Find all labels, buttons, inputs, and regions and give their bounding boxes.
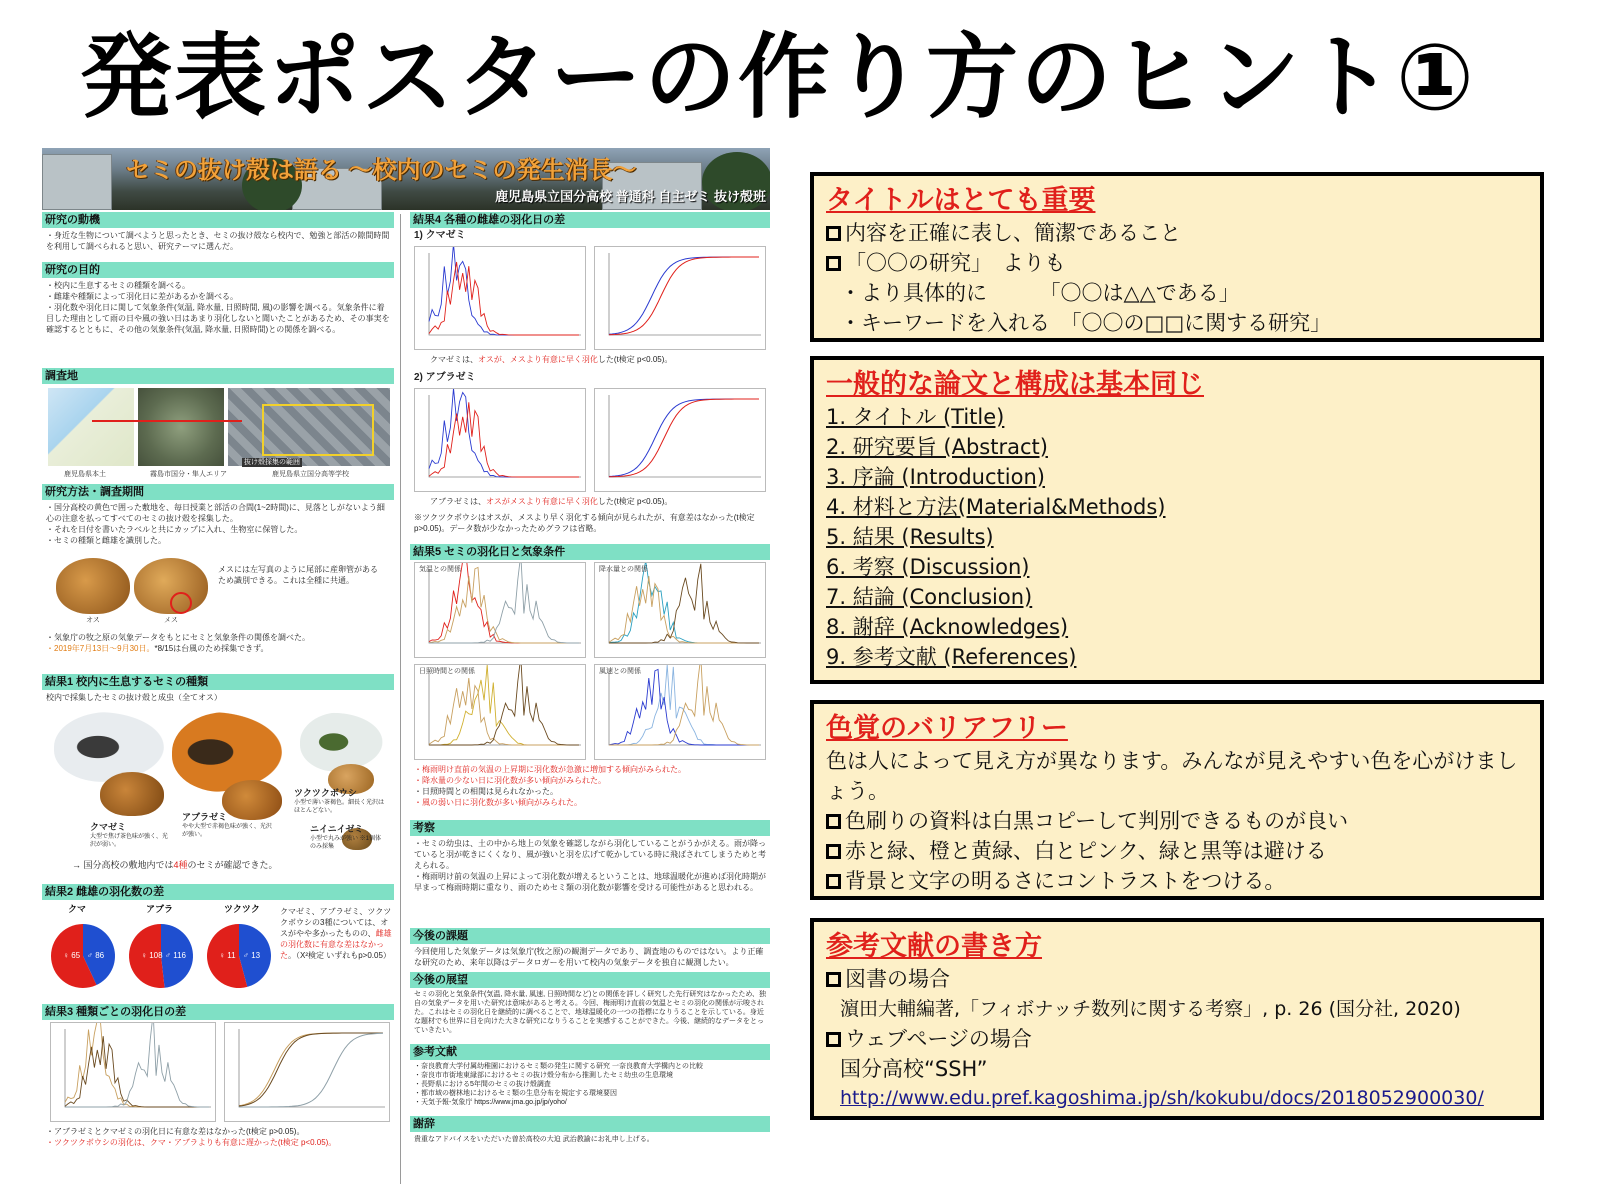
discussion-text: ・セミの幼虫は、土の中から地上の気象を確認しながら羽化していることがうかがえる。雨が降っていると羽が乾きにくくなり、風が強いと羽を広げて乾かしている時に飛ばされてしまうためと考えられる。 ・梅雨明け前の気温の上昇によって羽化数が増えるということは、地球温暖化が進めば羽化時期が早まって梅雨時期に重なり、雨のためセミ類の羽化数が影響を受ける可能性があると思われる。 [414, 839, 766, 892]
poster-heading-purpose: 研究の目的 [42, 262, 394, 278]
pie-chart-2 [124, 902, 198, 998]
poster-weather-note: ・気象庁の牧之原の気象データをもとにセミと気象条件の関係を調べた。 ・2019年7月13日～9月30日。*8/15は台風のため採集できず。 [46, 633, 310, 653]
chart-series-line [609, 399, 759, 477]
sex-ratio-pie-charts [42, 902, 282, 998]
chart-series-line [429, 665, 579, 745]
box-refs-heading: 参考文献の書き方 [826, 931, 1042, 962]
poster-column-divider [400, 214, 401, 1184]
chart-series-line [429, 678, 579, 745]
color-tip-line: 色刷りの資料は白黒コピーして判別できるものが良い [826, 806, 1528, 836]
result3-daily-chart [50, 1022, 216, 1122]
refs-web-url-link[interactable]: http://www.edu.pref.kagoshima.jp/sh/kokubu/docs/2018052900030/ [840, 1087, 1484, 1109]
weather-chart-rainfall: 降水量との関係 [594, 562, 766, 658]
refs-web-example: 国分高校“SSH” [840, 1057, 988, 1081]
kumazemi-daily-chart [414, 246, 586, 350]
poster-method-text: ・国分高校の黄色で囲った敷地を、毎日授業と部活の合間(1~2時間)に、見落としがないよう細心の注意を払ってすべてのセミの抜け殻を採集した。 ・それを日付を書いたラベルと共にカップに入れ、生物室に保管した。 ・セミの種類と雌雄を識別した。 [46, 503, 385, 545]
map-connector-line [92, 420, 242, 422]
pie-value-male: ♂ 86 [87, 951, 105, 960]
color-intro: 色は人によって見え方が異なります。みんなが見えやすい色を心がけましょう。 [826, 749, 1518, 803]
chart-series-line [65, 1036, 209, 1107]
result1-subtitle: 校内で採集したセミの抜け殻と成虫（全てオス） [46, 693, 222, 702]
title-tip-subline: ・より具体的に 「〇〇は△△である」 [840, 281, 1240, 305]
chart-series-line [429, 665, 579, 745]
chart-axis [609, 395, 761, 477]
chart-series-line [429, 563, 579, 643]
poster-heading-issues: 今後の課題 [410, 928, 770, 944]
box-structure-heading: 一般的な論文と構成は基本同じ [826, 369, 1204, 400]
poster-image [40, 148, 772, 1188]
pie-value-female: ♀ 108 [141, 951, 163, 960]
photo-note: メスには左写真のように尾部に産卵管があるため識別できる。これは全種に共通。 [218, 565, 378, 585]
refs-web-label: ウェブページの場合 [826, 1024, 1528, 1054]
poster-title: セミの抜け殻は語る ～校内のセミの発生消長～ [126, 157, 637, 184]
result4-sub2: 2) アブラゼミ [414, 372, 476, 383]
pie-value-male: ♂ 116 [165, 951, 186, 960]
pie-label: クマ [68, 904, 87, 914]
chart-series-line [609, 665, 759, 745]
chart-series-line [239, 1033, 383, 1107]
poster-heading-site: 調査地 [42, 368, 394, 384]
map-caption-1: 鹿児島県本土 [64, 471, 106, 478]
aburazemi-daily-chart [414, 388, 586, 492]
checkbox-icon [826, 256, 841, 271]
photo-label-female: メス [164, 617, 178, 624]
kumazemi-adult-photo [54, 712, 164, 782]
title-tip-line: 「〇〇の研究」 よりも [826, 248, 1528, 278]
chart-series-line [239, 1033, 383, 1106]
chart-axis [65, 1029, 211, 1107]
chart-series-line [609, 257, 759, 334]
checkbox-icon [826, 844, 841, 859]
cicada-shell-photo-male [56, 558, 130, 614]
refs-book-example: 濵田大輔編著,「フィボナッチ数列に関する考察」, p. 26 (国分社, 2020) [840, 998, 1461, 1020]
result4-note3: ※ツクツクボウシはオスが、メスより早く羽化する傾向が見られたが、有意差はなかった(t検定p>0.05)。データ数が少なかったためグラフは省略。 [414, 513, 755, 533]
pie-label: アブラ [146, 904, 174, 914]
species-aburazemi: アブラゼミ やや大型で赤褐色味が強く、光沢が強い。 [182, 812, 272, 838]
poster-heading-discussion: 考察 [410, 820, 770, 836]
pie-chart-3 [202, 902, 276, 998]
ovipositor-circle [170, 592, 192, 614]
chart-series-line [609, 564, 759, 643]
weather-chart-wind: 風速との関係 [594, 664, 766, 760]
chart-series-line [239, 1033, 383, 1106]
chart-series-line [609, 665, 759, 745]
structure-item: 1. タイトル (Title) [826, 405, 1005, 429]
pie-value-female: ♀ 65 [63, 951, 81, 960]
chart-series-line [65, 1023, 209, 1107]
poster-heading-result1: 結果1 校内に生息するセミの種類 [42, 674, 394, 690]
thanks-text: 貴重なアドバイスをいただいた曽於高校の大迫 武治教諭にお礼申し上げる。 [414, 1136, 654, 1143]
weather-chart-temperature: 気温との関係 [414, 562, 586, 658]
poster-heading-thanks: 謝辞 [410, 1116, 770, 1132]
issues-text: 今回使用した気象データは気象庁(牧之原)の観測データであり、調査地のものではない。より正確な研究のため、来年以降はデータロガーを用いて校内の気象データを独自に観測したい。 [414, 947, 764, 967]
chart-axis [609, 253, 761, 335]
structure-item: 9. 参考文献 (References) [826, 645, 1077, 669]
box-color-heading: 色覚のバリアフリー [826, 713, 1068, 744]
collection-area-outline [262, 404, 374, 456]
poster-heading-result5: 結果5 セミの羽化日と気象条件 [410, 544, 770, 560]
species-tsukutsukuboushi: ツクツクボウシ 小型で薄い茶褐色。細長く光沢はほとんどない。 [294, 788, 385, 814]
outlook-text: セミの羽化と気象条件(気温, 降水量, 風速, 日照時間など)との関係を詳しく研究した先行研究はなかったため、独自の気象データを用いた研究は意味があると考える。今回、梅雨明け直前の気温とセミの羽化の関係が示唆された。これはセミの羽化日を継続的に調べることで、地球温暖化の一つの指標になりうることを示している。身近な題材でも世界に目を向けた大きな研究になりうることを実感することができた。今後、継続的なデータをとっていきたい。 [414, 991, 767, 1034]
banner-building [42, 154, 112, 210]
checkbox-icon [826, 814, 841, 829]
result3-notes: ・アブラゼミとクマゼミの羽化日に有意な差はなかった(t検定 p>0.05)。 ・ツクツクボウシの羽化は、クマ・アブラよりも有意に遅かった(t検定 p<0.05)。 [46, 1127, 337, 1147]
checkbox-icon [826, 874, 841, 889]
poster-heading-motivation: 研究の動機 [42, 212, 394, 228]
species-kumazemi: クマゼミ 大型で焦げ茶色味が強く、光沢が弱い。 [90, 822, 168, 848]
title-tip-subline: ・キーワードを入れる 「〇〇の□□に関する研究」 [840, 311, 1332, 335]
poster-heading-result4: 結果4 各種の雌雄の羽化日の差 [410, 212, 770, 228]
weather-chart-sunshine: 日照時間との関係 [414, 664, 586, 760]
poster-heading-references: 参考文献 [410, 1044, 770, 1060]
chart-series-line [609, 563, 759, 643]
color-tip-line: 赤と緑、橙と黄緑、白とピンク、緑と黒等は避ける [826, 836, 1528, 866]
pie-value-female: ♀ 11 [219, 951, 236, 960]
result4-note1: クマゼミは、オスが、メスより有意に早く羽化した(t検定 p<0.05)。 [430, 355, 673, 364]
chart-series-line [609, 576, 759, 643]
map-note: 抜け殻採集の範囲 [244, 459, 300, 466]
pie-label: ツクツク [224, 904, 260, 914]
map-caption-3: 鹿児島県立国分高等学校 [272, 471, 349, 478]
poster-purpose-text: ・校内に生息するセミの種類を調べる。 ・雌雄や種類によって羽化日に差があるかを調べる。 ・羽化数や羽化日に関して気象条件(気温, 降水量, 日照時間, 風)の影響を調べる。気象条件に着目した理由として雨の日や風の強い日はあまり羽化しないと聞いたことがあるため、その事実を確認するとともに、その他の気象条件(気温, 降水量, 日照時間)との関係を調べる。 [46, 281, 390, 334]
chart-axis [609, 671, 761, 745]
aburazemi-adult-photo [172, 712, 282, 792]
checkbox-icon [826, 1032, 841, 1047]
box-structure [810, 356, 1544, 684]
pie-value-male: ♂ 13 [243, 951, 261, 960]
box-title-tips-heading: タイトルはとても重要 [826, 185, 1096, 216]
map-caption-2: 霧島市国分・隼人エリア [150, 471, 227, 478]
refs-book-label: 図書の場合 [826, 964, 1528, 994]
chart-series-line [429, 563, 579, 643]
slide-title: 発表ポスターの作り方のヒント① [80, 24, 1476, 131]
box-title-tips [810, 172, 1544, 342]
map-kokubu-area [138, 388, 224, 466]
kumazemi-shell-photo [100, 772, 164, 816]
structure-item: 2. 研究要旨 (Abstract) [826, 435, 1048, 459]
structure-item: 4. 材料と方法(Material&Methods) [826, 495, 1166, 519]
result4-sub1: 1) クマゼミ [414, 230, 466, 241]
pie-chart-1 [46, 902, 120, 998]
result2-text: クマゼミ、アブラゼミ、ツクツクボウシの3種については、オスがやや多かったものの、雌雄の羽化数に有意な差はなかった。（X²検定 いずれもp>0.05） [280, 907, 392, 960]
references-text: ・奈良教育大学付属幼稚園におけるセミ類の発生に関する研究 一奈良教育大学構内との比較 ・奈良市市街地東縁部におけるセミの抜け殻分布から推測したセミ幼虫の生息環境 ・長野県における5年間のセミの抜け殻調査 ・都市域の樹林地におけるセミ類の生息分布を規定する環境要因 ・天気予報-気象庁 https://www.jma.go.jp/jp/yoho/ [414, 1063, 703, 1106]
checkbox-icon [826, 226, 841, 241]
tsukutsukuboushi-adult-photo [300, 712, 384, 772]
result3-cumulative-chart [224, 1022, 390, 1122]
chart-series-line [65, 1023, 209, 1107]
chart-series-line [609, 399, 759, 477]
chart-axis [429, 671, 581, 745]
poster-heading-result3: 結果3 種類ごとの羽化日の差 [42, 1004, 394, 1020]
box-color-barrier-free [810, 700, 1544, 900]
box-reference-format [810, 918, 1544, 1120]
result5-notes: ・梅雨明け直前の気温の上昇期に羽化数が急激に増加する傾向がみられた。 ・降水量の少ない日に羽化数が多い傾向がみられた。 ・日照時間との相関は見られなかった。 ・風の弱い日に羽化数が多い傾向がみられた。 [414, 765, 686, 807]
poster-heading-method: 研究方法・調査期間 [42, 484, 394, 500]
poster-banner [42, 148, 770, 210]
aburazemi-cumulative-chart [594, 388, 766, 492]
title-tip-line: 内容を正確に表し、簡潔であること [826, 218, 1528, 248]
structure-item: 8. 謝辞 (Acknowledges) [826, 615, 1069, 639]
kumazemi-cumulative-chart [594, 246, 766, 350]
poster-heading-result2: 結果2 雌雄の羽化数の差 [42, 884, 394, 900]
checkbox-icon [826, 972, 841, 987]
color-tip-line: 背景と文字の明るさにコントラストをつける。 [826, 866, 1528, 896]
photo-label-male: オス [86, 617, 100, 624]
species-niiniizemi: ニイニイゼミ 小型で丸みが強い ※1個体のみ採集 [310, 824, 382, 850]
structure-item: 6. 考察 (Discussion) [826, 555, 1030, 579]
chart-series-line [429, 247, 579, 335]
structure-item: 3. 序論 (Introduction) [826, 465, 1045, 489]
poster-motivation-text: ・身近な生物について調べようと思ったとき、セミの抜け殻なら校内で、勉強と部活の隙間時間を利用して調べられると思い、研究テーマに選んだ。 [46, 231, 390, 251]
chart-axis [239, 1029, 385, 1107]
result4-note2: アブラゼミは、オスがメスより有意に早く羽化した(t検定 p<0.05)。 [430, 497, 673, 506]
structure-item: 7. 結論 (Conclusion) [826, 585, 1033, 609]
chart-series-line [609, 257, 759, 335]
chart-series-line [429, 389, 579, 477]
map-kagoshima [48, 388, 134, 466]
structure-item: 5. 結果 (Results) [826, 525, 994, 549]
poster-heading-outlook: 今後の展望 [410, 972, 770, 988]
result1-conclusion: → 国分高校の敷地内では4種のセミが確認できた。 [72, 860, 278, 870]
poster-author: 鹿児島県立国分高校 普通科 自主ゼミ 抜け殻班 [495, 189, 766, 204]
